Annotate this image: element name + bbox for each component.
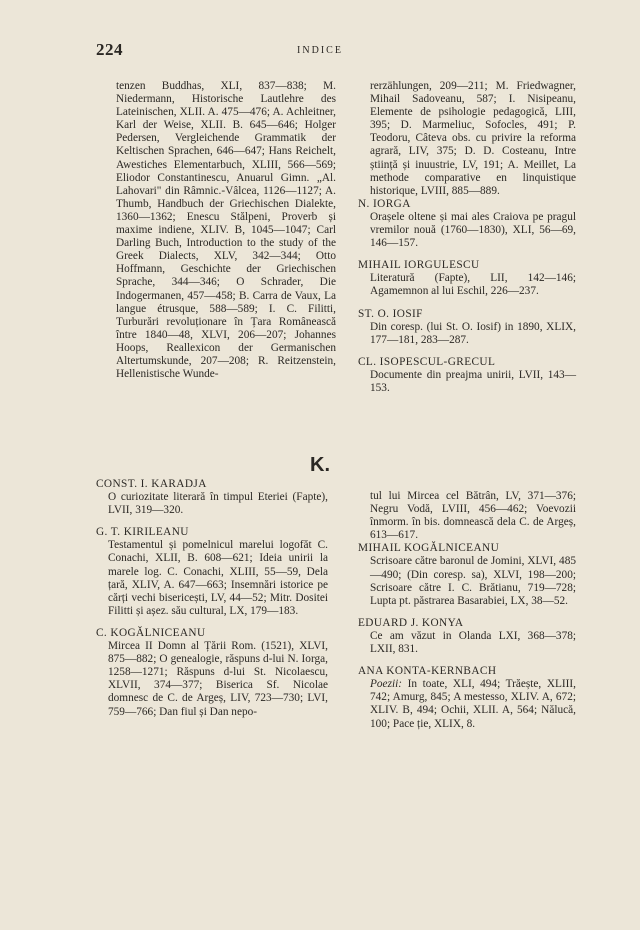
entry-text: O curiozitate literară în timpul Eteriei (Fapte), LVII, 319—320.: [108, 491, 328, 517]
entry-text: Testamentul și pomelnicul marelui logofăt C. Conachi, XLII, B. 608—621; Ideia unirii la marele log. C. Conachi, XLIII, 55—59, Dela țară, XLIV, A. 647—663; Insemnări istorice pe cărți vechi bisericești, LV, 44—52; Mitr. Dositei Filitti și așez. său cultural, LX, 179—183.: [108, 539, 328, 617]
author-name: MIHAIL IORGULESCU: [358, 259, 480, 272]
author-name: CONST. I. KARADJA: [96, 478, 207, 490]
entry-text: Scrisoare către baronul de Jomini, XLVI, 485—490; (Din coresp. sa), XLVI, 198—200; Scrisoare către I. C. Brătianu, 719—728; Lupta pt. păstrarea Basarabiei, LX, 38—52.: [370, 555, 576, 607]
index-entry: [358, 542, 576, 607]
continued-entry-text: rerzählungen, 209—211; M. Friedwagner, Mihail Sadoveanu, 587; I. Nisipeanu, Elemente de psihologie pedagogică, LIII, 395; D. Marmeliuc, Sofocles, 491; P. Teodoru, Câteva obs. cu privire la reforma agrară, LIV, 375; D. D. Costeanu, Intre știință și inuustrie, LV, 191; A. Meillet, La methode comparative en linquistique historique, LVIII, 885—889.: [370, 80, 576, 197]
author-name: ANA KONTA-KERNBACH: [358, 665, 497, 678]
running-title: INDICE: [297, 45, 343, 56]
author-name: MIHAIL KOGĂLNICEANU: [358, 542, 500, 555]
genre-label: Poezii:: [370, 678, 402, 691]
entry-text: Din coresp. (lui St. O. Iosif) in 1890, XLIX, 177—181, 283—287.: [370, 320, 576, 346]
entry-text: Mircea II Domn al Țării Rom. (1521), XLVI, 875—882; O genealogie, răspuns d-lui N. Iorga, 1258—1271; Răspuns d-lui St. Nicolaescu, XLVII, 374—377; Biserica Sf. Nicolae domnesc de C. de Argeș, LIV, 723—730; LVI, 759—766; Dan fiul și Dan nepo-: [108, 640, 328, 718]
entry-text: Literatură (Fapte), LII, 142—146; Agamemnon al lui Eschil, 226—237.: [370, 272, 576, 298]
continued-entry-text: tenzen Buddhas, XLI, 837—838; M. Niedermann, Historische Lautlehre des Lateinischen, XLII. A. 475—476; A. Achleitner, Karl der Weise, XLII. B. 645—646; Holger Pedersen, Vergleichende Grammatik der Keltischen Sprachen, 646—647; Hans Reichelt, Awestiches Elementarbuch, XLIII, 566—569; Eliodor Constantinescu, Anuarul Gimn. „Al. Lahovari" din Râmnic.-Vâlcea, 1126—1127; A. Thumb, Handbuch der Griechischen Dialekte, 1360—1362; Enescu Stălpeni, Proverb și maxime indiene, XLIV. B, 1045—1047; Carl Darling Buch, Introduction to the study of the Greek Dialects, XLV, 342—344; Otto Hoffmann, Geschichte der Griechischen Sprache, 344—346; O Schrader, Die Indogermanen, 457—458; B. Carra de Vaux, La langue étrusque, 588—589; I. C. Filitti, Turburări revoluționare în Țara Românească între 1840—48, XLVI, 206—207; Johannes Hoops, Reallexicon der Germanischen Altertumskunde, 207—208; R. Reitzenstein, Hellenistische Wunde-: [116, 80, 336, 381]
author-name: ST. O. IOSIF: [358, 307, 423, 320]
entry-text-body: In toate, XLI, 494; Trăește, XLIII, 742; Amurg, 845; A mestesso, XLIV. A, 672; XLIV. B, 494; Ochii, XLII. A, 564; Nălucă, 100; Pace ție, XLIX, 8.: [370, 678, 576, 730]
entry-text: Ce am văzut in Olanda LXI, 368—378; LXII, 831.: [370, 629, 576, 656]
page-number: 224: [96, 40, 123, 59]
author-name: EDUARD J. KONYA: [358, 616, 464, 629]
index-entry: [358, 198, 576, 250]
top-left-column: [116, 80, 336, 381]
author-name: G. T. KIRILEANU: [96, 526, 189, 539]
bottom-left-column: [96, 478, 328, 728]
author-name: C. KOGĂLNICEANU: [96, 626, 206, 639]
entry-text: [358, 678, 576, 730]
index-entry: [96, 526, 328, 618]
index-entry: [358, 617, 576, 656]
index-entry: [96, 478, 328, 517]
index-entry: [96, 627, 328, 719]
continued-entry-text: tul lui Mircea cel Bătrân, LV, 371—376; Negru Vodă, LVIII, 456—462; Voevozii înmorm. în bis. domnească dela C. de Argeș, 613—617.: [370, 490, 576, 542]
author-name: N. IORGA: [358, 197, 411, 210]
section-letter: K.: [310, 454, 330, 476]
index-entry: [358, 259, 576, 298]
top-right-column: [358, 80, 576, 404]
author-name: CL. ISOPESCUL-GRECUL: [358, 355, 496, 368]
entry-text: Documente din preajma unirii, LVII, 143—153.: [370, 368, 576, 394]
index-entry: [358, 356, 576, 395]
entry-text: Orașele oltene și mai ales Craiova pe pragul vremilor nouă (1760—1830), XLI, 56—69, 146—157.: [370, 210, 576, 250]
index-entry: [358, 308, 576, 347]
bottom-right-column: [358, 490, 576, 740]
index-entry: [358, 665, 576, 730]
